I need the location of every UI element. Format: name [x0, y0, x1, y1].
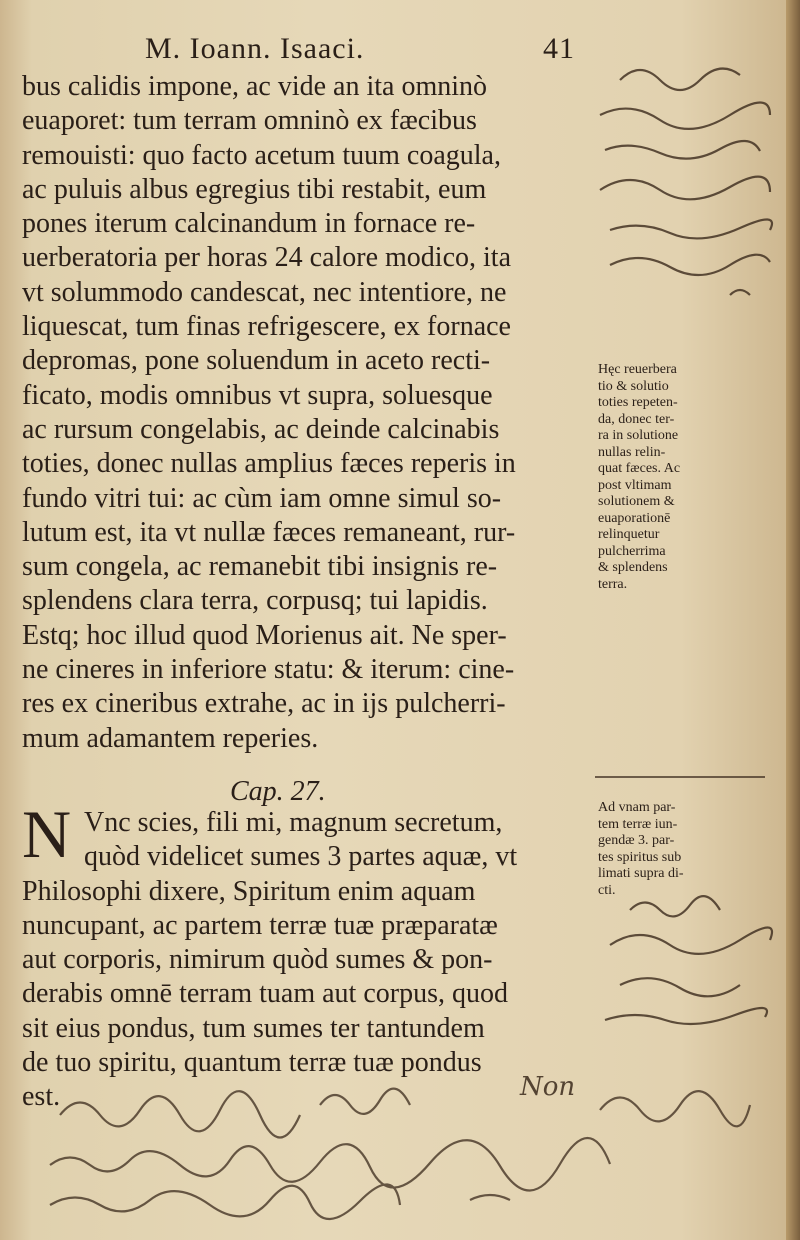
text-line: res ex cineribus extrahe, ac in ijs pulcherri- — [22, 688, 506, 720]
running-header — [145, 32, 575, 66]
margin-note-line: Hęc reuerbera — [598, 362, 677, 377]
margin-note-line: limati supra di- — [598, 866, 684, 881]
chapter-heading: Cap. 27. — [230, 776, 326, 807]
text-line: vt solummodo candescat, nec intentiore, ne — [22, 276, 507, 308]
text-line: pones iterum calcinandum in fornace re- — [22, 208, 476, 240]
text-line: mum adamantem reperies. — [22, 722, 319, 754]
text-line: ac rursum congelabis, ac deinde calcinabis — [22, 413, 500, 445]
text-line: Vnc scies, fili mi, magnum secretum, — [84, 807, 503, 838]
main-text-block — [22, 70, 592, 756]
margin-note-line: quat fæces. Ac — [598, 461, 681, 476]
margin-note-line: tio & solutio — [598, 378, 669, 394]
margin-note — [598, 800, 768, 899]
margin-note-line: da, donec ter- — [598, 411, 675, 427]
text-line: aut corporis, nimirum quòd sumes & pon- — [22, 944, 493, 976]
handwritten-annotation-bottom — [40, 1080, 780, 1230]
text-line: fundo vitri tui: ac cùm iam omne simul so- — [22, 482, 502, 514]
margin-note-line: tem terræ iun- — [598, 816, 678, 832]
margin-note-line: terra. — [598, 576, 628, 592]
margin-note-line: cti. — [598, 882, 616, 898]
drop-cap: N — [22, 796, 72, 872]
text-line: sit eius pondus, tum sumes ter tantundem — [22, 1012, 485, 1044]
margin-note-line: solutionem & — [598, 494, 675, 509]
text-line: nuncupant, ac partem terræ tuæ præparatæ — [22, 909, 498, 941]
margin-note-line: & splendens — [598, 560, 668, 575]
margin-note-line: Ad vnam par- — [598, 800, 676, 815]
text-line: bus calidis impone, ac vide an ita omninò — [22, 71, 488, 102]
text-line: quòd videlicet sumes 3 partes aquæ, vt — [84, 841, 518, 873]
text-line: Philosophi dixere, Spiritum enim aquam — [22, 875, 476, 907]
text-line: ne cineres in inferiore statu: & iterum: cine- — [22, 654, 515, 686]
margin-note — [598, 362, 768, 593]
text-line: lutum est, ita vt nullæ fæces remaneant, rur- — [22, 516, 516, 548]
margin-note-line: post vltimam — [598, 477, 672, 493]
text-line: ac puluis albus egregius tibi restabit, eum — [22, 173, 487, 205]
margin-note-line: nullas relin- — [598, 444, 666, 460]
page-edge-shadow — [786, 0, 800, 1240]
margin-rule — [595, 776, 765, 778]
text-line: euaporet: tum terram omninò ex fæcibus — [22, 105, 477, 137]
text-line: remouisti: quo facto acetum tuum coagula, — [22, 139, 501, 171]
margin-note-line: ra in solutione — [598, 428, 679, 443]
handwritten-annotation-middle — [600, 890, 780, 1040]
text-line: uerberatoria per horas 24 calore modico, ita — [22, 242, 512, 274]
margin-note-line: relinquetur — [598, 527, 660, 542]
text-line: Estq; hoc illud quod Morienus ait. Ne sper- — [22, 619, 507, 651]
folio-number: 41 — [543, 32, 575, 65]
text-line: ficato, modis omnibus vt supra, soluesque — [22, 379, 493, 411]
margin-note-line: tes spiritus sub — [598, 849, 682, 865]
text-line: derabis omnē terram tuam aut corpus, quod — [22, 978, 508, 1010]
text-line: toties, donec nullas amplius fæces reperis in — [22, 448, 516, 480]
text-line: depromas, pone soluendum in aceto recti- — [22, 345, 491, 377]
handwritten-annotation-top — [580, 60, 780, 320]
margin-note-line: toties repeten- — [598, 395, 678, 410]
margin-note-line: pulcherrima — [598, 543, 666, 559]
handwritten-stamp: Non — [520, 1072, 576, 1102]
chapter-text-block — [22, 796, 592, 1115]
text-line: sum congela, ac remanebit tibi insignis re- — [22, 551, 498, 583]
margin-note-line: euaporationē — [598, 510, 671, 526]
margin-note-line: gendæ 3. par- — [598, 833, 675, 848]
text-line: liquescat, tum finas refrigescere, ex fornace — [22, 311, 511, 343]
running-title: M. Ioann. Isaaci. — [145, 32, 365, 65]
text-line: est. — [22, 1081, 61, 1113]
text-line: splendens clara terra, corpusq; tui lapidis. — [22, 585, 488, 617]
text-line: de tuo spiritu, quantum terræ tuæ pondus — [22, 1047, 482, 1079]
